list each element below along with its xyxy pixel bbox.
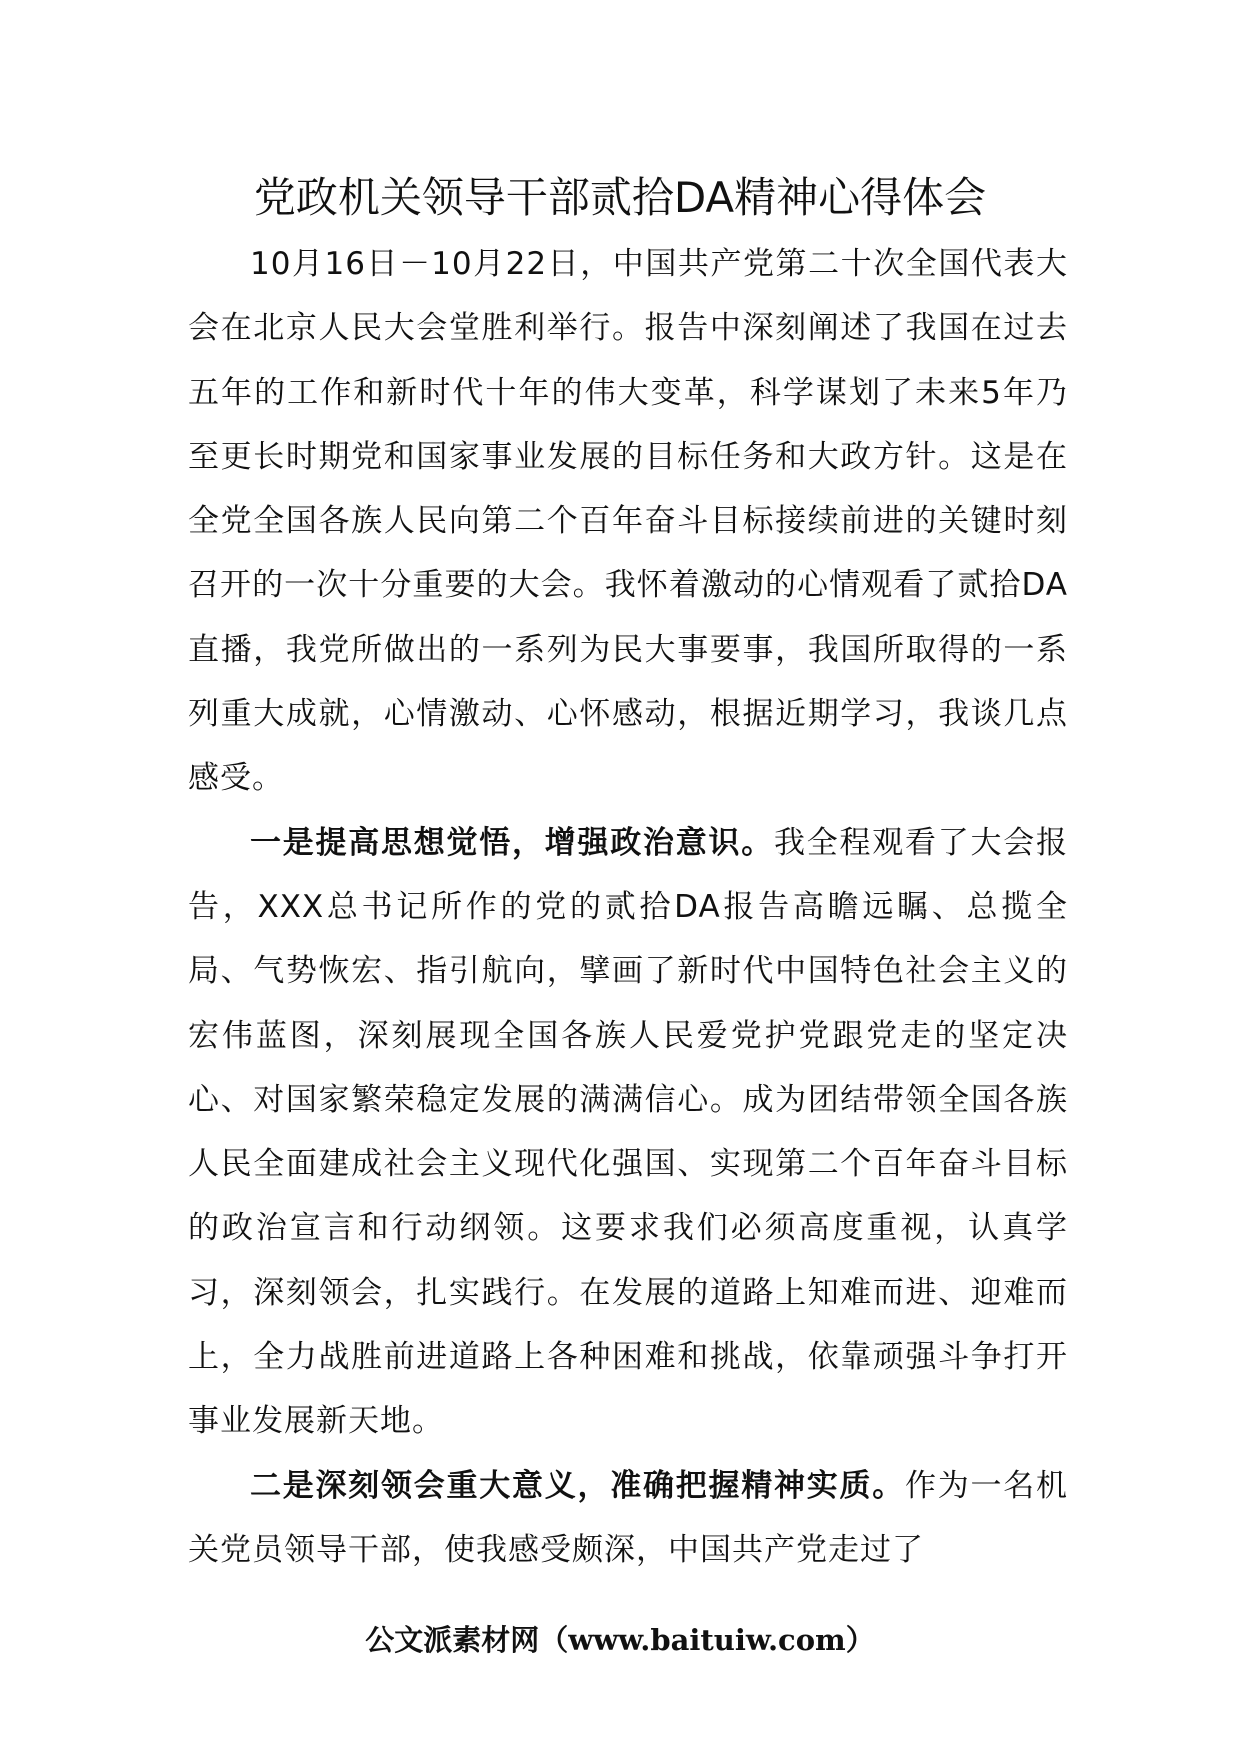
paragraph-point-two-lead: 二是深刻领会重大意义，准确把握精神实质。	[250, 1467, 905, 1504]
paragraph-point-two-text: 作为一名机关党员领导干部，使我感受颇深，中国共产党走过了	[188, 1467, 1068, 1568]
footer-watermark: 公文派素材网（www.baituiw.com）	[365, 1623, 875, 1657]
paragraph-point-two	[188, 1454, 1068, 1583]
paragraph-point-one-lead: 一是提高思想觉悟，增强政治意识。	[250, 824, 774, 861]
paragraph-point-one	[188, 811, 1068, 1454]
document-title: 党政机关领导干部贰拾DA精神心得体会	[253, 173, 987, 222]
paragraph-point-one-text: 我全程观看了大会报告，XXX总书记所作的党的贰拾DA报告高瞻远瞩、总揽全局、气势恢宏、指引航向，擘画了新时代中国特色社会主义的宏伟蓝图，深刻展现全国各族人民爱党护党跟党走的坚定决心、对国家繁荣稳定发展的满满信心。成为团结带领全国各族人民全面建成社会主义现代化强国、实现第二个百年奋斗目标的政治宣言和行动纲领。这要求我们必须高度重视，认真学习，深刻领会，扎实践行。在发展的道路上知难而进、迎难而上，全力战胜前进道路上各种困难和挑战，依靠顽强斗争打开事业发展新天地。	[188, 824, 1068, 1440]
document-body	[188, 232, 1068, 1582]
paragraph-intro-text: 10月16日－10月22日，中国共产党第二十次全国代表大会在北京人民大会堂胜利举行。报告中深刻阐述了我国在过去五年的工作和新时代十年的伟大变革，科学谋划了未来5年乃至更长时期党和国家事业发展的目标任务和大政方针。这是在全党全国各族人民向第二个百年奋斗目标接续前进的关键时刻召开的一次十分重要的大会。我怀着激动的心情观看了贰拾DA直播，我党所做出的一系列为民大事要事，我国所取得的一系列重大成就，心情激动、心怀感动，根据近期学习，我谈几点感受。	[188, 246, 1068, 797]
paragraph-intro	[188, 232, 1068, 811]
